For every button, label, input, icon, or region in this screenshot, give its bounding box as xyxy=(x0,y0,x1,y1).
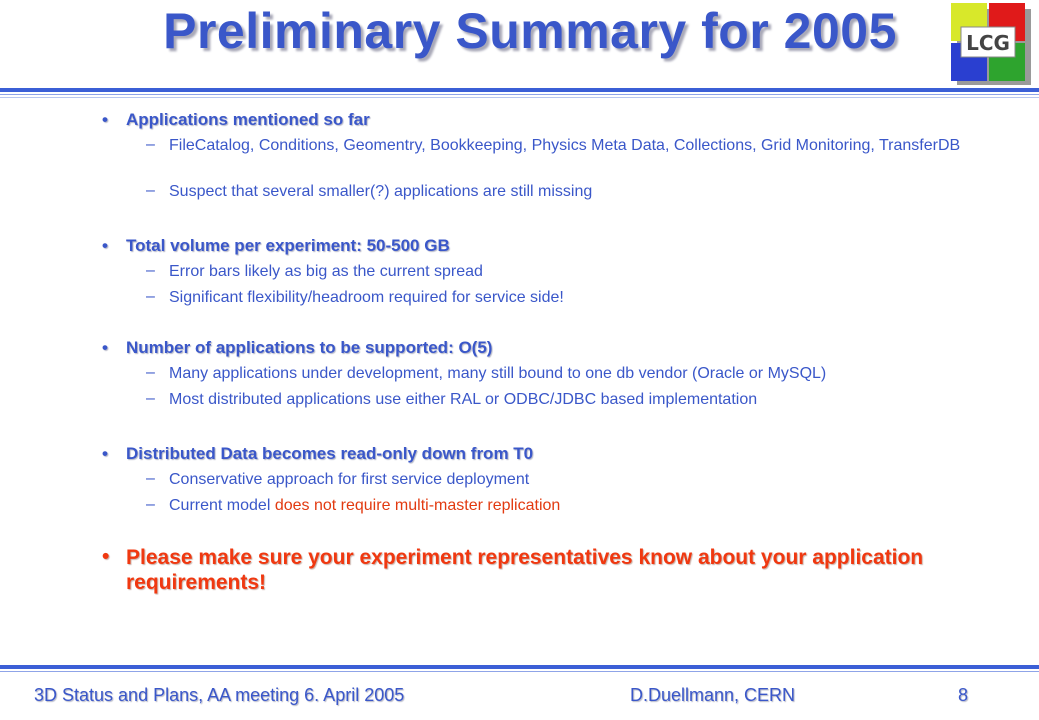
bullet-2: Total volume per experiment: 50-500 GB xyxy=(126,236,450,255)
sub-dash: – xyxy=(146,262,155,279)
sub-dash: – xyxy=(146,288,155,305)
slide-number: 8 xyxy=(958,685,969,705)
sub-dash: – xyxy=(146,364,155,381)
bullet-marker: • xyxy=(102,338,108,357)
bullet-1-sub-1: FileCatalog, Conditions, Geomentry, Bookkeeping, Physics Meta Data, Collections, Grid Monitoring, TransferDB xyxy=(169,137,961,154)
sub-dash: – xyxy=(146,470,155,487)
bullet-marker: • xyxy=(102,110,108,129)
bullet-2-sub-1: Error bars likely as big as the current spread xyxy=(169,263,483,280)
bullet-1-sub-2: Suspect that several smaller(?) applications are still missing xyxy=(169,183,593,200)
final-bullet: Please make sure your experiment representatives know about your application requirements! xyxy=(126,546,924,594)
sub-text-highlight: does not require multi-master replication xyxy=(274,497,561,514)
logo-text: LCG xyxy=(966,31,1010,55)
footer-rule xyxy=(0,665,1039,672)
bullet-marker: • xyxy=(102,236,108,255)
sub-dash: – xyxy=(146,182,155,199)
bullet-3-sub-2: Most distributed applications use either RAL or ODBC/JDBC based implementation xyxy=(169,391,758,408)
sub-dash: – xyxy=(146,136,155,153)
bullet-4: Distributed Data becomes read-only down from T0 xyxy=(126,444,534,463)
bullet-3: Number of applications to be supported: O(5) xyxy=(126,338,493,357)
bullet-marker: • xyxy=(102,444,108,463)
footer-center: D.Duellmann, CERN xyxy=(630,685,796,705)
bullet-4-sub-2 xyxy=(169,496,989,516)
sub-text-plain: Current model xyxy=(169,497,275,514)
slide-title: Preliminary Summary for 2005 xyxy=(163,3,897,59)
bullet-marker-final: • xyxy=(102,545,110,568)
bullet-1: Applications mentioned so far xyxy=(126,110,370,129)
sub-dash: – xyxy=(146,390,155,407)
bullet-4-sub-1: Conservative approach for first service deployment xyxy=(169,471,530,488)
bullet-3-sub-1: Many applications under development, many still bound to one db vendor (Oracle or MySQL) xyxy=(169,365,827,382)
footer-left: 3D Status and Plans, AA meeting 6. April 2005 xyxy=(34,685,405,705)
bullet-2-sub-2: Significant flexibility/headroom required for service side! xyxy=(169,289,564,306)
sub-dash: – xyxy=(146,496,155,513)
